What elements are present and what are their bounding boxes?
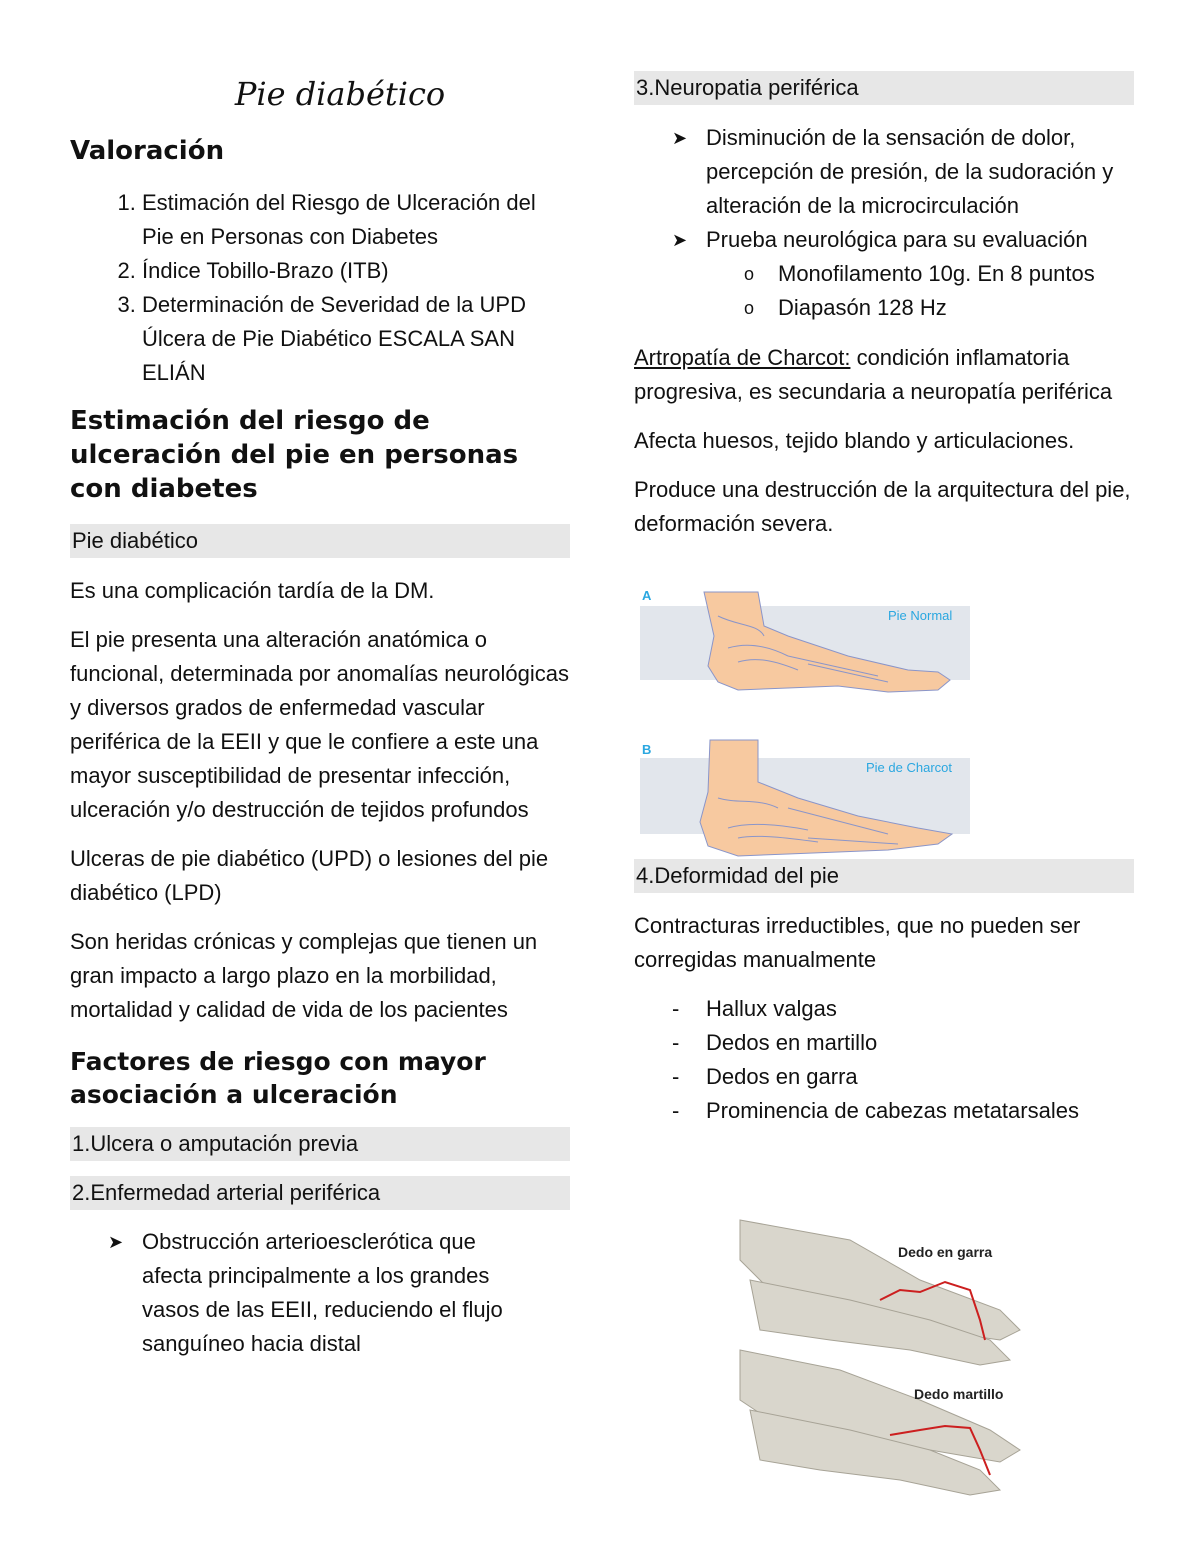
deformidad-bar: 4.Deformidad del pie xyxy=(634,859,1134,893)
figure-label: Dedo en garra xyxy=(898,1244,993,1260)
figure-letter: A xyxy=(642,588,652,603)
figure-dedos xyxy=(730,1200,1030,1500)
left-column xyxy=(70,0,570,1361)
circle-bullet-icon: o xyxy=(744,298,755,318)
neuropatia-list xyxy=(634,121,1134,325)
factor-bar-2: 2.Enfermedad arterial periférica xyxy=(70,1176,570,1210)
dash-bullet-icon: - xyxy=(672,1064,680,1089)
list-item xyxy=(634,223,1134,325)
dash-bullet-icon: - xyxy=(672,1098,680,1123)
factores-heading: Factores de riesgo con mayor asociación a ulceración xyxy=(70,1047,486,1109)
figure-pie-charcot xyxy=(638,738,972,864)
paragraph: Produce una destrucción de la arquitectura del pie, deformación severa. xyxy=(634,477,1131,536)
page-title: Pie diabético xyxy=(234,75,446,113)
dash-bullet-icon: - xyxy=(672,1030,680,1055)
paragraph: Afecta huesos, tejido blando y articulaciones. xyxy=(634,428,1075,453)
list-item xyxy=(70,1225,570,1361)
list-item xyxy=(634,992,1134,1026)
list-item-text: Monofilamento 10g. En 8 puntos xyxy=(778,261,1095,286)
list-item xyxy=(634,257,1134,291)
list-item-text: Prominencia de cabezas metatarsales xyxy=(706,1098,1079,1123)
figure-label: Pie de Charcot xyxy=(866,760,952,775)
paragraph: Son heridas crónicas y complejas que tienen un gran impacto a largo plazo en la morbilidad, mortalidad y calidad de vida de los pacientes xyxy=(70,929,538,1022)
paragraph: El pie presenta una alteración anatómica o funcional, determinada por anomalías neurológicas y diversos grados de enfermedad vascular periférica de la EEII y que le confiere a este una mayor susceptibilidad de presentar infección, ulceración y/o destrucción de tejidos profundos xyxy=(70,627,569,822)
list-item xyxy=(634,291,1134,325)
valoracion-heading: Valoración xyxy=(70,136,225,166)
list-item-text: Diapasón 128 Hz xyxy=(778,295,947,320)
list-item: 2. Índice Tobillo-Brazo (ITB) xyxy=(142,254,570,288)
figure-pie-normal xyxy=(638,586,972,706)
deformidades-list xyxy=(634,992,1134,1128)
charcot-term: Artropatía de Charcot: xyxy=(634,345,851,370)
list-item xyxy=(634,1060,1134,1094)
list-item-text: Hallux valgas xyxy=(706,996,837,1021)
dash-bullet-icon: - xyxy=(672,996,680,1021)
obstruccion-list xyxy=(70,1225,570,1361)
figure-label: Pie Normal xyxy=(888,608,953,623)
list-item-text: Dedos en garra xyxy=(706,1064,858,1089)
list-item xyxy=(634,1026,1134,1060)
arrow-bullet-icon: ➤ xyxy=(672,128,688,148)
paragraph: Ulceras de pie diabético (UPD) o lesiones del pie diabético (LPD) xyxy=(70,846,549,905)
foot-charcot-illustration xyxy=(638,738,972,864)
figure-label: Dedo martillo xyxy=(914,1386,1004,1402)
paragraph: Contracturas irreductibles, que no pueden ser corregidas manualmente xyxy=(634,913,1081,972)
charcot-definition: condición inflamatoria progresiva, es secundaria a neuropatía periférica xyxy=(634,345,1113,404)
arrow-bullet-icon: ➤ xyxy=(108,1232,124,1252)
neuropatia-bar: 3.Neuropatia periférica xyxy=(634,71,1134,105)
list-item xyxy=(634,121,1134,223)
valoracion-list xyxy=(70,186,570,390)
paragraph: Es una complicación tardía de la DM. xyxy=(70,578,435,603)
list-item-text: Dedos en martillo xyxy=(706,1030,878,1055)
figure-letter: B xyxy=(642,742,652,757)
list-item: 1. Estimación del Riesgo de Ulceración del Pie en Personas con Diabetes xyxy=(142,186,570,254)
circle-bullet-icon: o xyxy=(744,264,755,284)
right-column xyxy=(634,0,1134,1402)
list-item xyxy=(634,1094,1134,1128)
list-item-text: Prueba neurológica para su evaluación xyxy=(706,227,1088,252)
factor-bar-1: 1.Ulcera o amputación previa xyxy=(70,1127,570,1161)
pie-diabetico-bar: Pie diabético xyxy=(70,524,570,558)
list-item: 3. Determinación de Severidad de la UPD Úlcera de Pie Diabético ESCALA SAN ELIÁN xyxy=(142,288,570,390)
estimacion-heading: Estimación del riesgo de ulceración del pie en personas con diabetes xyxy=(70,406,519,504)
charcot-paragraph xyxy=(634,341,1134,409)
prueba-list xyxy=(706,257,1134,325)
foot-normal-illustration xyxy=(638,586,972,706)
list-item-text: Obstrucción arterioesclerótica que afecta principalmente a los grandes vasos de las EEII, reduciendo el flujo sanguíneo hacia distal xyxy=(142,1229,503,1356)
list-item-text: Disminución de la sensación de dolor, percepción de presión, de la sudoración y alteración de la microcirculación xyxy=(706,125,1114,218)
arrow-bullet-icon: ➤ xyxy=(672,230,688,250)
